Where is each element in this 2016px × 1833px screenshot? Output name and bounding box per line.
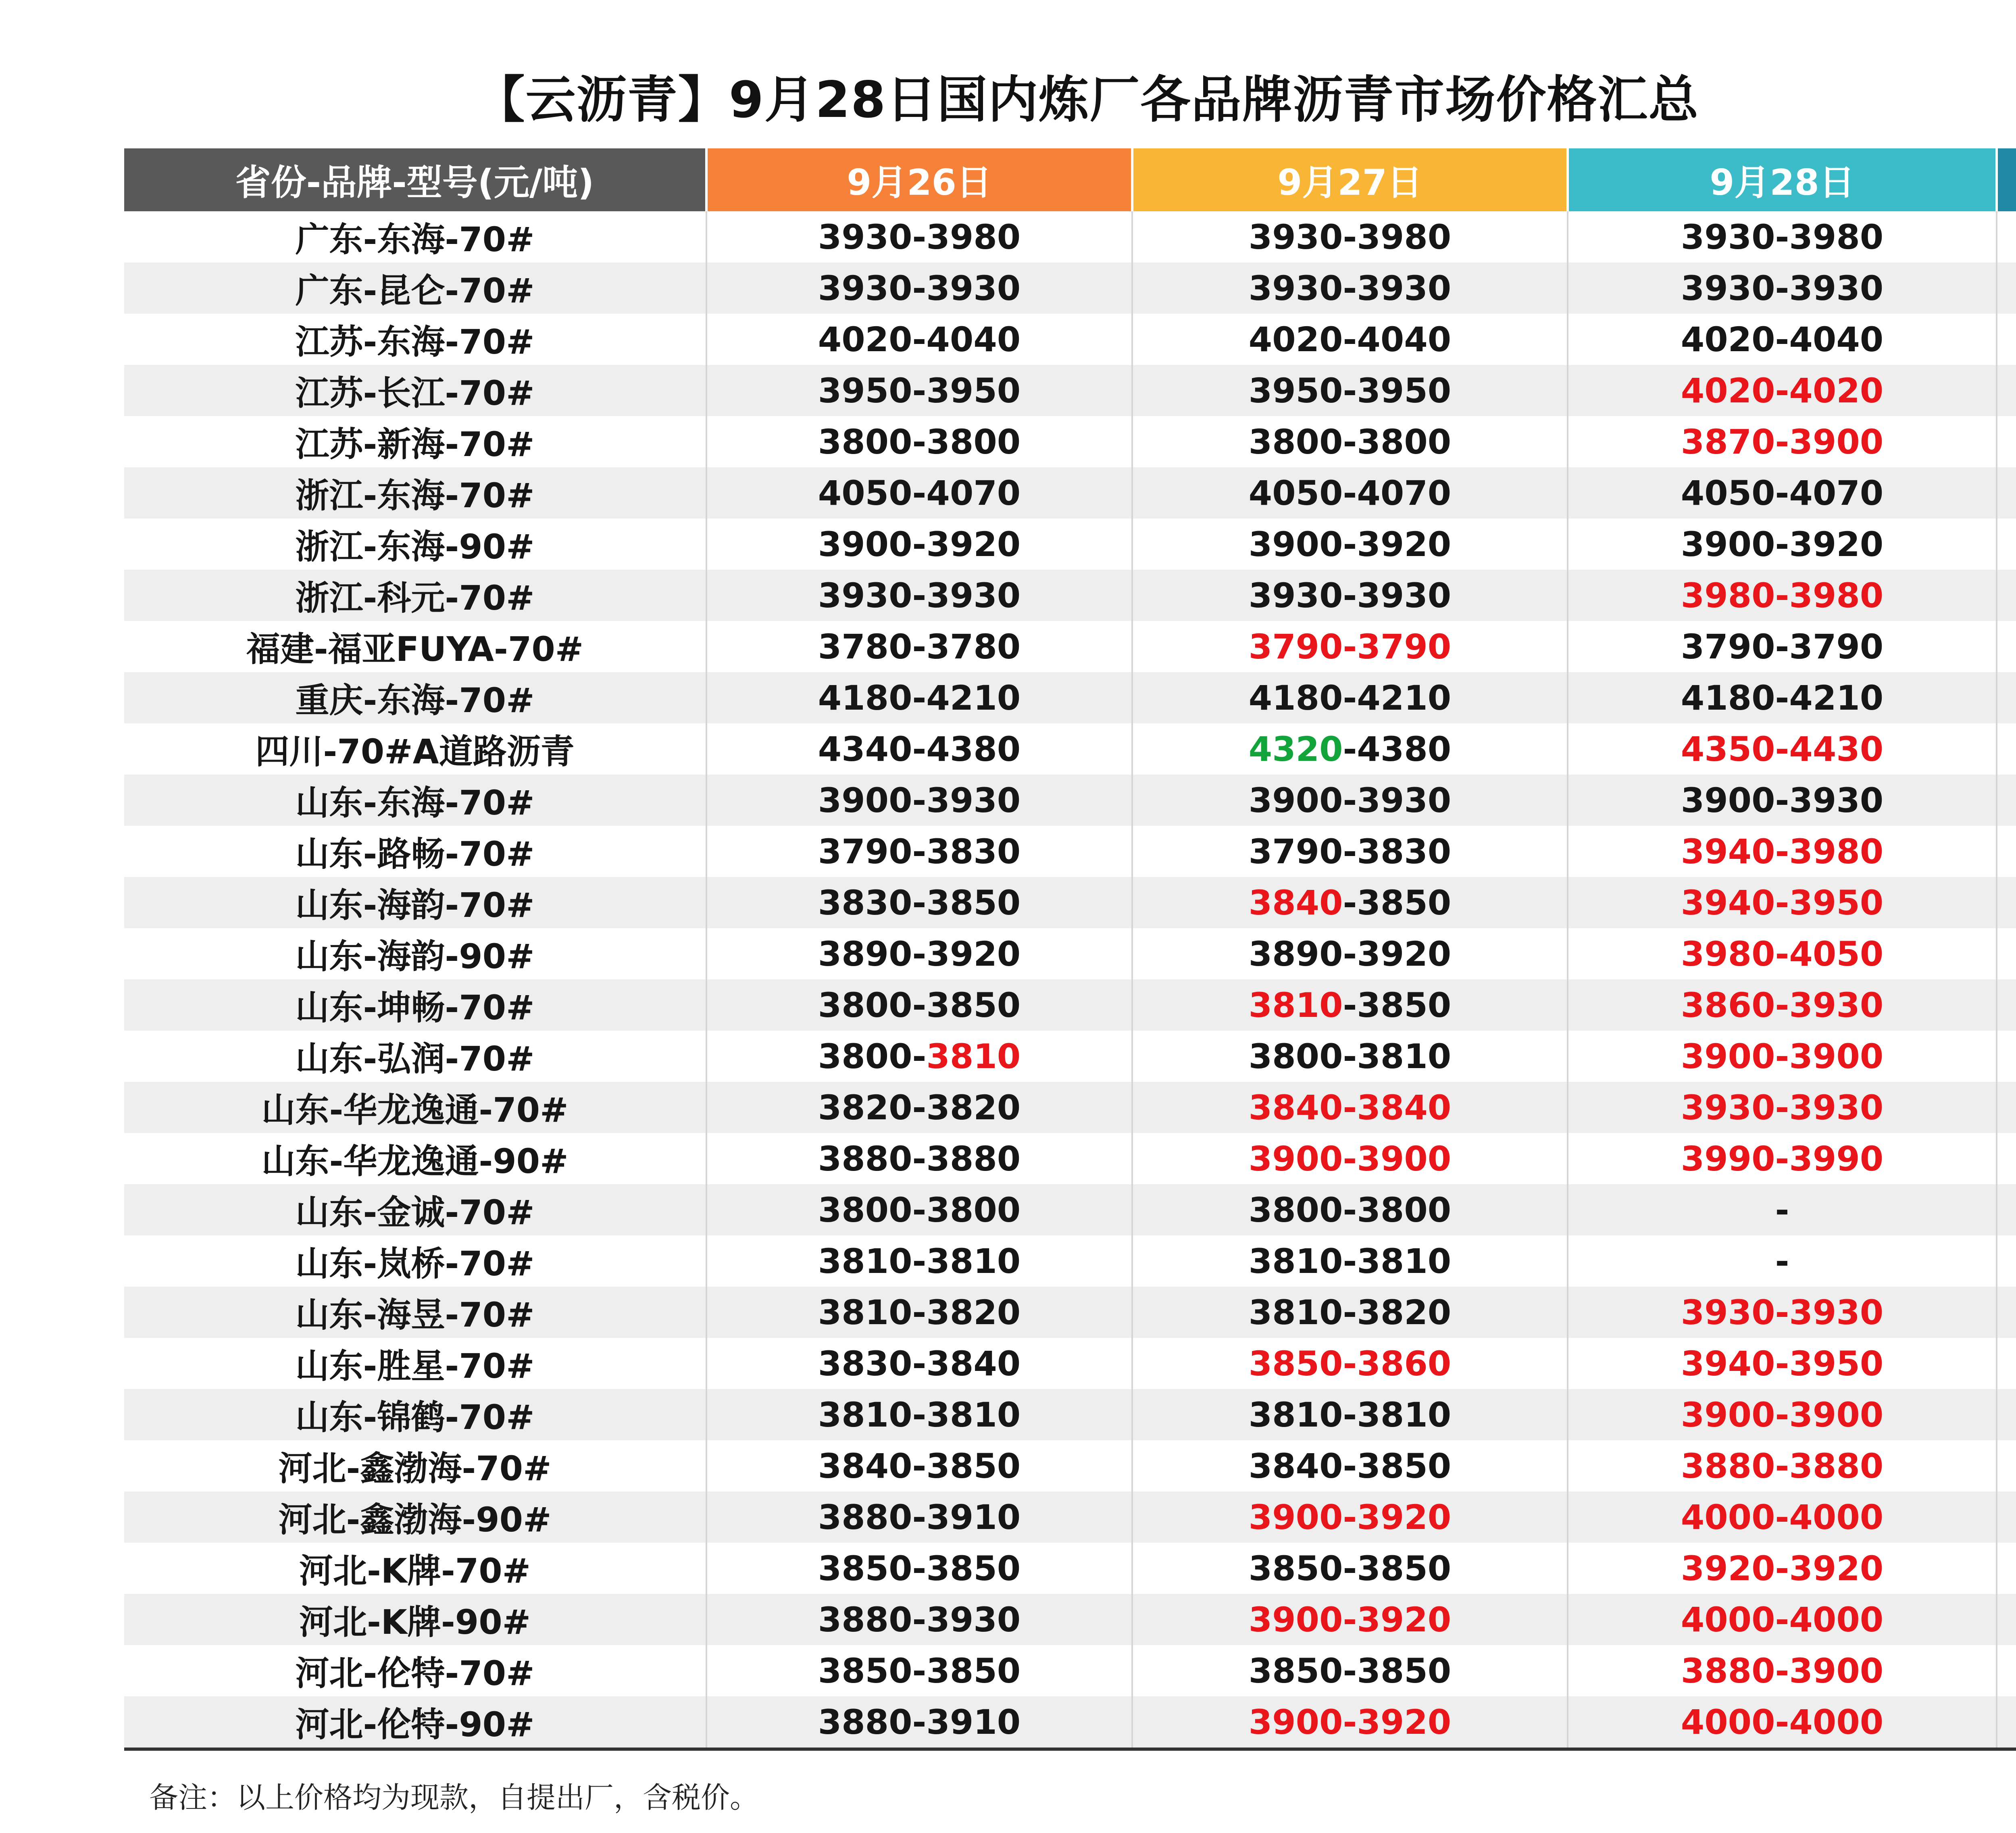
cell-sep26 (706, 928, 1132, 979)
cell-sep26 (706, 1696, 1132, 1749)
table-row (124, 1184, 2016, 1235)
cell-change (1997, 262, 2016, 314)
cell-name: 河北-鑫渤海-70# (278, 1449, 552, 1488)
cell-sep27 (1132, 1389, 1568, 1440)
cell-sep27 (1132, 314, 1568, 365)
cell-text: 3900-3900 (1681, 1395, 1884, 1435)
cell-sep27 (1132, 211, 1568, 262)
cell-text: 4320 (1248, 729, 1343, 769)
cell-change (1997, 1031, 2016, 1082)
cell-name: 浙江-东海-70# (124, 467, 706, 519)
page-title: 【云沥青】9月28日国内炼厂各品牌沥青市场价格汇总 (475, 71, 1699, 129)
cell-text: 4020-4040 (1248, 319, 1452, 359)
cell-text: 3900-3900 (1248, 1139, 1452, 1179)
table-row (124, 1031, 2016, 1082)
cell-text: -4380 (1343, 729, 1452, 769)
cell-name: 四川-70#A道路沥青 (255, 732, 575, 771)
cell-change (1997, 775, 2016, 826)
cell-sep27 (1132, 1235, 1568, 1287)
cell-text: 3810 (926, 1036, 1021, 1076)
cell-sep27 (1132, 723, 1568, 775)
cell-text: 4020-4020 (1681, 371, 1884, 410)
cell-name: 河北-鑫渤海-90# (124, 1491, 706, 1543)
cell-sep27 (1132, 621, 1568, 672)
cell-text: 4180-4210 (1248, 678, 1452, 718)
table-row (124, 928, 2016, 979)
cell-name: 山东-海昱-70# (124, 1287, 706, 1338)
cell-sep27 (1132, 1491, 1568, 1543)
cell-text: 3800-3810 (1248, 1036, 1452, 1076)
cell-sep28 (1568, 211, 1997, 262)
table-row (124, 467, 2016, 519)
cell-change (1997, 1696, 2016, 1749)
cell-change (1997, 1287, 2016, 1338)
cell-text: 4050-4070 (1248, 473, 1452, 513)
cell-name: 山东-锦鹤-70# (124, 1389, 706, 1440)
cell-sep26 (706, 1543, 1132, 1594)
cell-sep28 (1568, 1235, 1997, 1287)
cell-sep26 (706, 621, 1132, 672)
cell-sep27 (1132, 1645, 1568, 1696)
cell-sep26 (706, 262, 1132, 314)
cell-text: 4000-4000 (1681, 1497, 1884, 1537)
cell-sep28 (1568, 1696, 1997, 1749)
cell-name: 山东-坤畅-70# (124, 979, 706, 1031)
cell-text: 3940-3980 (1681, 831, 1884, 871)
cell-sep28 (1568, 1440, 1997, 1491)
cell-sep27 (1132, 979, 1568, 1031)
cell-name: 河北-伦特-70# (295, 1654, 535, 1693)
cell-text: 3930-3930 (1681, 1087, 1884, 1127)
cell-text: 3790-3830 (818, 831, 1021, 871)
cell-text: - (1775, 1190, 1789, 1230)
cell-text: 3790-3790 (1248, 627, 1452, 667)
cell-text: 3930-3930 (818, 268, 1021, 308)
cell-name: 河北-伦特-90# (124, 1696, 706, 1749)
table-row (124, 1491, 2016, 1543)
cell-sep28 (1568, 1338, 1997, 1389)
cell-sep27 (1132, 1184, 1568, 1235)
cell-name: 山东-弘润-70# (295, 1039, 535, 1079)
cell-sep26 (706, 314, 1132, 365)
table-row (124, 1594, 2016, 1645)
cell-text: 3800-3800 (818, 1190, 1021, 1230)
cell-text: 3800-3850 (818, 985, 1021, 1025)
cell-change (1997, 570, 2016, 621)
cell-text: 3900-3930 (818, 780, 1021, 820)
cell-text: 3900-3920 (1681, 524, 1884, 564)
table-row (124, 1389, 2016, 1440)
cell-name: 山东-华龙逸通-70# (124, 1082, 706, 1133)
cell-sep26 (706, 1440, 1132, 1491)
cell-text: 3990-3990 (1681, 1139, 1884, 1179)
cell-sep28 (1568, 1594, 1997, 1645)
table-row (124, 519, 2016, 570)
cell-name: 山东-华龙逸通-90# (261, 1141, 569, 1181)
table-row (124, 1696, 2016, 1749)
cell-sep26 (706, 1133, 1132, 1184)
cell-sep26 (706, 570, 1132, 621)
cell-change (1997, 1389, 2016, 1440)
cell-sep28 (1568, 1287, 1997, 1338)
cell-text: 3850-3850 (818, 1651, 1021, 1691)
cell-sep28 (1568, 1082, 1997, 1133)
cell-text: 3800-3800 (1248, 1190, 1452, 1230)
header-sep26: 9月26日 (706, 148, 1132, 211)
cell-text: 3840-3850 (1248, 1446, 1452, 1486)
cell-text: 3850-3850 (818, 1548, 1021, 1588)
cell-name: 山东-金诚-70# (124, 1184, 706, 1235)
cell-text: 3950-3950 (1248, 371, 1452, 410)
cell-change (1997, 1133, 2016, 1184)
cell-sep26 (706, 519, 1132, 570)
cell-sep28 (1568, 519, 1997, 570)
cell-sep26 (706, 1031, 1132, 1082)
cell-sep28 (1568, 775, 1997, 826)
cell-sep26 (706, 1338, 1132, 1389)
cell-sep27 (1132, 1696, 1568, 1749)
table-row (124, 775, 2016, 826)
cell-change (1997, 519, 2016, 570)
cell-sep27 (1132, 1594, 1568, 1645)
cell-sep28 (1568, 1491, 1997, 1543)
cell-text: 3930-3930 (1681, 268, 1884, 308)
cell-change (1997, 416, 2016, 467)
cell-name: 福建-福亚FUYA-70# (246, 629, 584, 669)
cell-text: - (1775, 1241, 1789, 1281)
table-row (124, 262, 2016, 314)
cell-text: 4340-4380 (818, 729, 1021, 769)
cell-text: 3810-3820 (1248, 1292, 1452, 1332)
cell-text: 3810 (1248, 985, 1343, 1025)
cell-text: 3830-3850 (818, 883, 1021, 923)
cell-sep27 (1132, 1287, 1568, 1338)
cell-text: 4020-4040 (1681, 319, 1884, 359)
cell-text: 3940-3950 (1681, 1344, 1884, 1383)
cell-sep26 (706, 1645, 1132, 1696)
cell-change (1997, 723, 2016, 775)
cell-change (1997, 1440, 2016, 1491)
cell-sep26 (706, 1287, 1132, 1338)
table-row (124, 877, 2016, 928)
cell-sep28 (1568, 979, 1997, 1031)
cell-text: 3850-3860 (1248, 1344, 1452, 1383)
cell-text: 3800- (818, 1036, 927, 1076)
cell-sep27 (1132, 519, 1568, 570)
cell-text: 3980-3980 (1681, 575, 1884, 615)
cell-text: 3800-3800 (1248, 422, 1452, 462)
cell-sep27 (1132, 1440, 1568, 1491)
cell-change (1997, 211, 2016, 262)
cell-text: 4350-4430 (1681, 729, 1884, 769)
cell-sep28 (1568, 1031, 1997, 1082)
cell-text: 3810-3810 (818, 1241, 1021, 1281)
table-row (124, 1338, 2016, 1389)
cell-text: 3840-3850 (818, 1446, 1021, 1486)
cell-sep28 (1568, 314, 1997, 365)
cell-sep28 (1568, 1645, 1997, 1696)
footnote: 备注：以上价格均为现款，自提出厂，含税价。 (149, 1781, 759, 1814)
cell-text: 3930-3980 (818, 217, 1021, 257)
cell-sep26 (706, 365, 1132, 416)
cell-name: 河北-K牌-90# (124, 1594, 706, 1645)
cell-sep27 (1132, 262, 1568, 314)
cell-text: 4020-4040 (818, 319, 1021, 359)
cell-sep28 (1568, 877, 1997, 928)
cell-sep26 (706, 416, 1132, 467)
cell-text: -3850 (1343, 883, 1452, 923)
cell-text: 3930-3930 (1248, 575, 1452, 615)
table-row (124, 723, 2016, 775)
cell-text: 3860-3930 (1681, 985, 1884, 1025)
cell-text: 3790-3830 (1248, 831, 1452, 871)
cell-name: 山东-东海-70# (124, 775, 706, 826)
cell-sep28 (1568, 621, 1997, 672)
cell-change (1997, 1338, 2016, 1389)
cell-text: 3850-3850 (1248, 1548, 1452, 1588)
cell-text: 3880-3910 (818, 1497, 1021, 1537)
table-row (124, 1235, 2016, 1287)
table-row (124, 1082, 2016, 1133)
cell-sep27 (1132, 877, 1568, 928)
cell-sep28 (1568, 467, 1997, 519)
table-row (124, 621, 2016, 672)
cell-text: 4050-4070 (1681, 473, 1884, 513)
cell-text: 3900-3930 (1681, 780, 1884, 820)
cell-change (1997, 1491, 2016, 1543)
cell-name: 山东-胜星-70# (295, 1346, 535, 1386)
cell-sep28 (1568, 672, 1997, 723)
cell-text: 3780-3780 (818, 627, 1021, 667)
cell-text: 3880-3880 (1681, 1446, 1884, 1486)
table-row (124, 979, 2016, 1031)
cell-text: 3890-3920 (818, 934, 1021, 974)
cell-sep26 (706, 979, 1132, 1031)
cell-text: 3870-3900 (1681, 422, 1884, 462)
cell-text: 3930-3930 (1681, 1292, 1884, 1332)
cell-sep27 (1132, 1338, 1568, 1389)
cell-name: 山东-海韵-90# (295, 937, 535, 976)
cell-name: 江苏-东海-70# (295, 322, 535, 362)
cell-text: 3980-4050 (1681, 934, 1884, 974)
cell-text: 3810-3810 (1248, 1395, 1452, 1435)
cell-sep28 (1568, 1389, 1997, 1440)
header-province: 省份-品牌-型号(元/吨) (124, 148, 706, 211)
cell-sep28 (1568, 928, 1997, 979)
cell-name: 重庆-东海-70# (124, 672, 706, 723)
header-sep28: 9月28日 (1568, 148, 1997, 211)
cell-sep26 (706, 1235, 1132, 1287)
cell-sep27 (1132, 467, 1568, 519)
cell-sep26 (706, 877, 1132, 928)
cell-sep27 (1132, 672, 1568, 723)
table-row (124, 672, 2016, 723)
cell-sep27 (1132, 416, 1568, 467)
cell-sep26 (706, 1594, 1132, 1645)
cell-text: 3900-3900 (1681, 1036, 1884, 1076)
cell-name: 广东-昆仑-70# (124, 262, 706, 314)
cell-sep26 (706, 211, 1132, 262)
cell-change (1997, 979, 2016, 1031)
cell-sep28 (1568, 1133, 1997, 1184)
cell-sep28 (1568, 1184, 1997, 1235)
cell-sep26 (706, 775, 1132, 826)
cell-name: 广东-东海-70# (295, 220, 535, 259)
cell-sep28 (1568, 570, 1997, 621)
cell-change (1997, 1645, 2016, 1696)
cell-text: 3900-3920 (1248, 1600, 1452, 1639)
header-row (124, 148, 2016, 211)
cell-text: 3930-3930 (818, 575, 1021, 615)
cell-sep27 (1132, 1543, 1568, 1594)
cell-sep28 (1568, 826, 1997, 877)
cell-text: 3950-3950 (818, 371, 1021, 410)
table-row (124, 1645, 2016, 1696)
cell-text: 3880-3880 (818, 1139, 1021, 1179)
table-row (124, 1287, 2016, 1338)
cell-name: 河北-K牌-70# (299, 1551, 531, 1591)
cell-text: 3940-3950 (1681, 883, 1884, 923)
cell-text: 3890-3920 (1248, 934, 1452, 974)
cell-text: 3840 (1248, 883, 1343, 923)
cell-change (1997, 1235, 2016, 1287)
cell-text: 3790-3790 (1681, 627, 1884, 667)
cell-text: 4000-4000 (1681, 1702, 1884, 1742)
cell-sep27 (1132, 365, 1568, 416)
cell-sep26 (706, 467, 1132, 519)
cell-change (1997, 672, 2016, 723)
cell-text: 3820-3820 (818, 1087, 1021, 1127)
table-row (124, 211, 2016, 262)
table-row (124, 570, 2016, 621)
cell-text: 3850-3850 (1248, 1651, 1452, 1691)
cell-text: 3930-3980 (1248, 217, 1452, 257)
cell-text: 3930-3980 (1681, 217, 1884, 257)
table-row (124, 365, 2016, 416)
cell-text: 3880-3900 (1681, 1651, 1884, 1691)
cell-change (1997, 467, 2016, 519)
cell-sep26 (706, 723, 1132, 775)
cell-sep27 (1132, 826, 1568, 877)
cell-text: 3930-3930 (1248, 268, 1452, 308)
cell-sep28 (1568, 723, 1997, 775)
cell-sep27 (1132, 1133, 1568, 1184)
cell-name: 江苏-长江-70# (124, 365, 706, 416)
cell-sep28 (1568, 365, 1997, 416)
cell-text: 3920-3920 (1681, 1548, 1884, 1588)
header-sep27: 9月27日 (1132, 148, 1568, 211)
cell-name: 江苏-新海-70# (295, 425, 535, 464)
cell-sep27 (1132, 775, 1568, 826)
cell-change (1997, 877, 2016, 928)
cell-text: 3810-3810 (818, 1395, 1021, 1435)
cell-text: 3900-3920 (1248, 524, 1452, 564)
cell-text: 3900-3920 (818, 524, 1021, 564)
cell-name: 山东-路畅-70# (295, 834, 535, 874)
cell-text: 4000-4000 (1681, 1600, 1884, 1639)
cell-sep26 (706, 1389, 1132, 1440)
cell-sep27 (1132, 570, 1568, 621)
cell-name: 山东-海韵-70# (124, 877, 706, 928)
cell-sep28 (1568, 416, 1997, 467)
cell-sep26 (706, 672, 1132, 723)
cell-text: 3800-3800 (818, 422, 1021, 462)
cell-change (1997, 1594, 2016, 1645)
cell-sep27 (1132, 1082, 1568, 1133)
table-row (124, 1543, 2016, 1594)
cell-text: 3900-3920 (1248, 1497, 1452, 1537)
cell-change (1997, 365, 2016, 416)
cell-text: 3830-3840 (818, 1344, 1021, 1383)
cell-change (1997, 826, 2016, 877)
cell-text: 4180-4210 (818, 678, 1021, 718)
cell-change (1997, 1543, 2016, 1594)
cell-name: 浙江-科元-70# (124, 570, 706, 621)
cell-name: 浙江-东海-90# (295, 527, 535, 567)
cell-change (1997, 314, 2016, 365)
cell-sep28 (1568, 262, 1997, 314)
cell-text: 3900-3920 (1248, 1702, 1452, 1742)
cell-text: 3900-3930 (1248, 780, 1452, 820)
cell-text: 3810-3820 (818, 1292, 1021, 1332)
cell-text: -3850 (1343, 985, 1452, 1025)
cell-sep27 (1132, 1031, 1568, 1082)
cell-sep26 (706, 1082, 1132, 1133)
cell-change (1997, 1184, 2016, 1235)
table-row (124, 314, 2016, 365)
table-row (124, 416, 2016, 467)
table-row (124, 1440, 2016, 1491)
cell-sep26 (706, 1184, 1132, 1235)
cell-sep26 (706, 826, 1132, 877)
cell-change (1997, 1082, 2016, 1133)
cell-text: 3840-3840 (1248, 1087, 1452, 1127)
cell-text: 3880-3930 (818, 1600, 1021, 1639)
cell-name: 山东-岚桥-70# (295, 1244, 535, 1283)
cell-sep28 (1568, 1543, 1997, 1594)
cell-text: 3810-3810 (1248, 1241, 1452, 1281)
cell-sep26 (706, 1491, 1132, 1543)
header-change (1997, 148, 2016, 211)
cell-change (1997, 928, 2016, 979)
cell-text: 4050-4070 (818, 473, 1021, 513)
cell-text: 4180-4210 (1681, 678, 1884, 718)
cell-text: 3880-3910 (818, 1702, 1021, 1742)
cell-change (1997, 621, 2016, 672)
cell-sep27 (1132, 928, 1568, 979)
price-table (124, 148, 2016, 1751)
table-row (124, 1133, 2016, 1184)
table-row (124, 826, 2016, 877)
